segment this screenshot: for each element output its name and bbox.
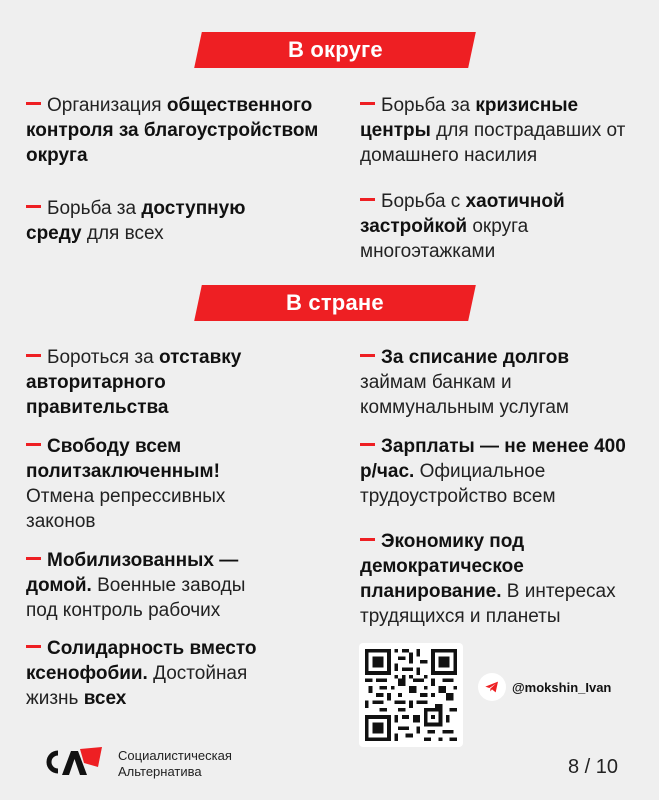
page-indicator: 8 / 10 (568, 756, 619, 778)
dash-icon (26, 205, 41, 208)
section-banner-country (194, 285, 476, 321)
org-name: Социалистическая Альтернатива (118, 748, 232, 779)
dash-icon (26, 645, 41, 648)
list-item: Борьба за доступную среду для всех (26, 198, 246, 244)
list-item: Бороться за отставку авторитарного правительства (26, 347, 242, 418)
section-banner-district (194, 32, 476, 68)
dash-icon (360, 102, 375, 105)
dash-icon (26, 443, 41, 446)
dash-icon (360, 198, 375, 201)
qr-code-graphic (365, 649, 457, 741)
list-item: Экономику под демократическое планирование. В интересах трудящихся и планеты (360, 531, 616, 627)
list-item: Свободу всем политзаключенным! Отмена репрессивных законов (26, 436, 226, 532)
list-item: Борьба за кризисные центры для пострадавших от домашнего насилия (360, 95, 626, 166)
dash-icon (26, 557, 41, 560)
list-item: Борьба с хаотичной застройкой округа многоэтажками (360, 191, 565, 262)
telegram-link[interactable] (478, 673, 611, 701)
list-item: Солидарность вместо ксенофобии. Достойная жизнь всех (26, 638, 257, 709)
list-item: Мобилизованных — домой. Военные заводы под контроль рабочих (26, 550, 246, 621)
dash-icon (360, 443, 375, 446)
dash-icon (26, 102, 41, 105)
dash-icon (360, 538, 375, 541)
list-item: Зарплаты — не менее 400 р/час. Официальное трудоустройство всем (360, 436, 626, 507)
sa-logo (44, 745, 106, 779)
list-item: За списание долгов займам банкам и коммунальным услугам (360, 347, 570, 418)
section-title-district: В округе (287, 37, 383, 62)
qr-code[interactable] (359, 643, 463, 747)
telegram-handle: @mokshin_Ivan (512, 679, 612, 695)
section-title-country: В стране (286, 290, 384, 315)
dash-icon (360, 354, 375, 357)
telegram-icon (478, 673, 506, 701)
list-item: Организация общественного контроля за благоустройством округа (26, 95, 319, 166)
dash-icon (26, 354, 41, 357)
